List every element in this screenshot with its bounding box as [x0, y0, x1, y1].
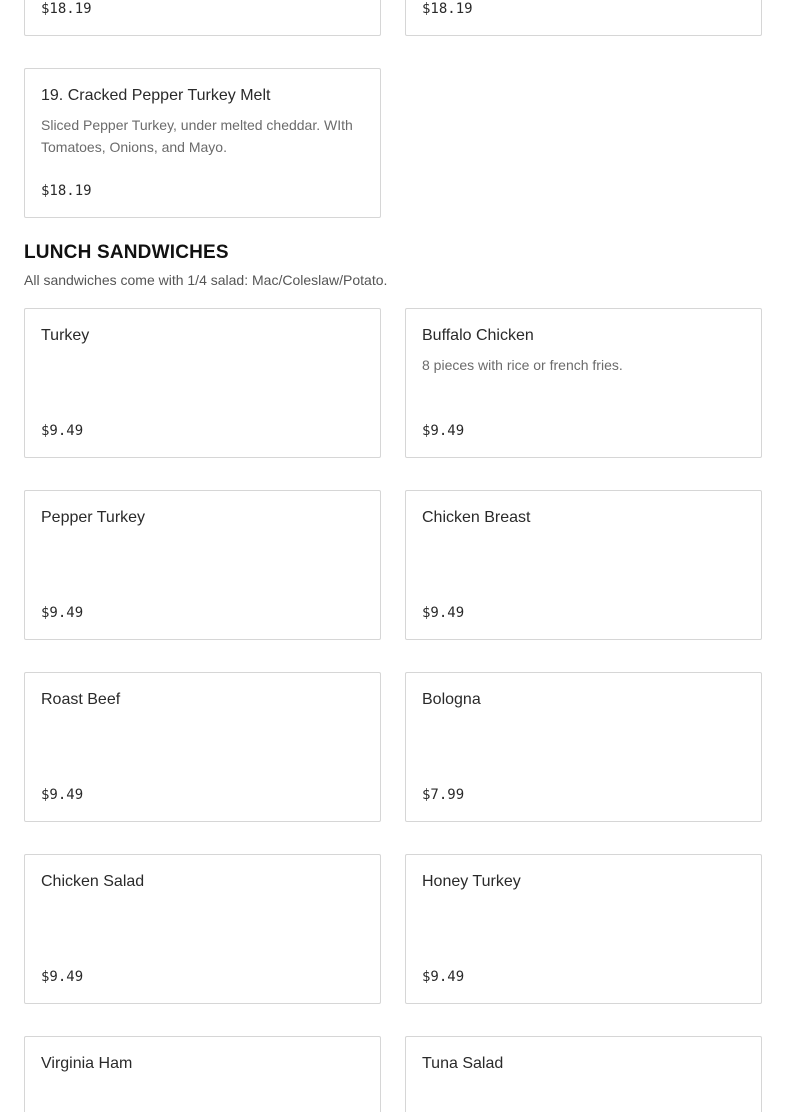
item-price: $7.99	[422, 787, 465, 803]
item-price: $9.49	[41, 969, 84, 985]
item-name: 19. Cracked Pepper Turkey Melt	[41, 87, 271, 104]
item-price: $9.49	[422, 423, 465, 439]
menu-item-card[interactable]	[405, 672, 762, 822]
item-price: $9.49	[422, 605, 465, 621]
menu-item-card[interactable]	[24, 0, 381, 36]
item-name: Turkey	[41, 327, 90, 344]
menu-item-card[interactable]	[405, 490, 762, 640]
item-name: Virginia Ham	[41, 1055, 133, 1072]
item-price: $18.19	[41, 183, 92, 199]
section-title: LUNCH SANDWICHES	[24, 242, 229, 263]
item-price: $18.19	[41, 1, 92, 17]
menu-item-card[interactable]	[24, 672, 381, 822]
menu-item-card[interactable]	[405, 308, 762, 458]
menu-item-card[interactable]	[24, 308, 381, 458]
item-name: Chicken Salad	[41, 873, 145, 890]
item-description: Sliced Pepper Turkey, under melted cheddar. WIth Tomatoes, Onions, and Mayo.	[41, 117, 353, 155]
item-name: Pepper Turkey	[41, 509, 146, 526]
item-name: Chicken Breast	[422, 509, 531, 526]
item-name: Bologna	[422, 691, 481, 708]
item-name: Tuna Salad	[422, 1055, 504, 1072]
item-name: Roast Beef	[41, 691, 121, 708]
item-price: $9.49	[41, 423, 84, 439]
section-note: All sandwiches come with 1/4 salad: Mac/Coleslaw/Potato.	[24, 272, 388, 288]
item-name: Honey Turkey	[422, 873, 521, 890]
item-price: $18.19	[422, 1, 473, 17]
menu-item-card[interactable]	[24, 68, 381, 218]
item-name: Buffalo Chicken	[422, 327, 534, 344]
menu-item-card[interactable]	[24, 854, 381, 1004]
item-price: $9.49	[41, 787, 84, 803]
item-price: $9.49	[41, 605, 84, 621]
menu-item-card[interactable]	[405, 1036, 762, 1112]
menu-item-card[interactable]	[24, 1036, 381, 1112]
item-description: 8 pieces with rice or french fries.	[422, 357, 623, 373]
item-price: $9.49	[422, 969, 465, 985]
menu-item-card[interactable]	[24, 490, 381, 640]
menu-item-card[interactable]	[405, 854, 762, 1004]
menu-item-card[interactable]	[405, 0, 762, 36]
